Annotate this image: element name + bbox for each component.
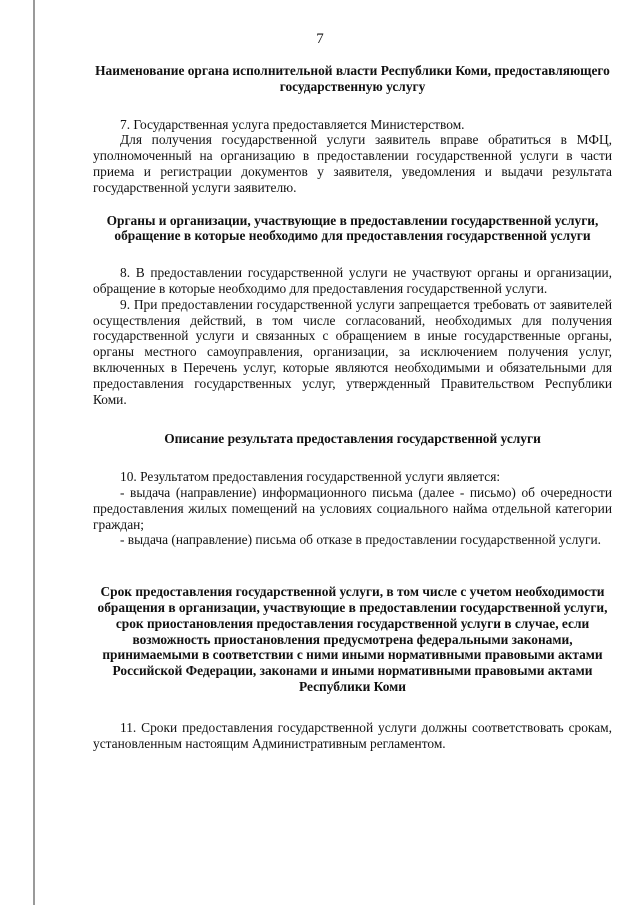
- paragraph-8: 8. В предоставлении государственной услуги не участвуют органы и организации, обращение в которые необходимо для предоставления государственной услуги.: [93, 265, 612, 296]
- paragraph-10: 10. Результатом предоставления государственной услуги является:: [120, 469, 501, 485]
- heading-executive-body: Наименование органа исполнительной власти Республики Коми, предоставляющего государственную услугу: [95, 63, 610, 94]
- paragraph-7: 7. Государственная услуга предоставляется Министерством.: [120, 116, 465, 132]
- heading-service-term: Срок предоставления государственной услуги, в том числе с учетом необходимости обращения в организации, участвующие в предоставлении государственной услуги, срок приостановления предоставления государственной услуги в случае, если возможность приостановления предусмотрена федеральными законами, принимаемыми в соответствии с ними иными нормативными правовыми актами Российской Федерации, законами и иными нормативными правовыми актами Республики Коми: [97, 584, 608, 694]
- paragraph-10-item-refusal: - выдача (направление) письма об отказе в предоставлении государственной услуги.: [120, 532, 601, 548]
- heading-service-result: Описание результата предоставления государственной услуги: [164, 431, 541, 447]
- paragraph-11: 11. Сроки предоставления государственной услуги должны соответствовать срокам, установленным настоящим Административным регламентом.: [93, 719, 612, 751]
- paragraph-10-item-letter: - выдача (направление) информационного письма (далее - письмо) об очередности предоставления жилых помещений на условиях социального найма отдельной категории граждан;: [93, 484, 612, 532]
- document-body: [93, 63, 612, 751]
- paragraph-7-mfc: Для получения государственной услуги заявитель вправе обратиться в МФЦ, уполномоченный на организацию в предоставлении государственной услуги в части приема и регистрации документов у заявителя, уведомления и выдачи результата государственной услуги заявителю.: [93, 132, 612, 195]
- scan-edge-line: [33, 0, 35, 905]
- page-number: 7: [316, 31, 324, 47]
- paragraph-9: 9. При предоставлении государственной услуги запрещается требовать от заявителей осуществления действий, в том числе согласований, необходимых для получения государственной услуги и связанных с обращением в иные государственные органы, органы местного самоуправления, организации, за исключением получения услуг, включенных в Перечень услуг, которые являются необходимыми и обязательными для предоставления государственных услуг, утвержденный Правительством Республики Коми.: [93, 296, 612, 407]
- heading-participating-bodies: Органы и организации, участвующие в предоставлении государственной услуги, обращение в которые необходимо для предоставления государственной услуги: [106, 212, 599, 244]
